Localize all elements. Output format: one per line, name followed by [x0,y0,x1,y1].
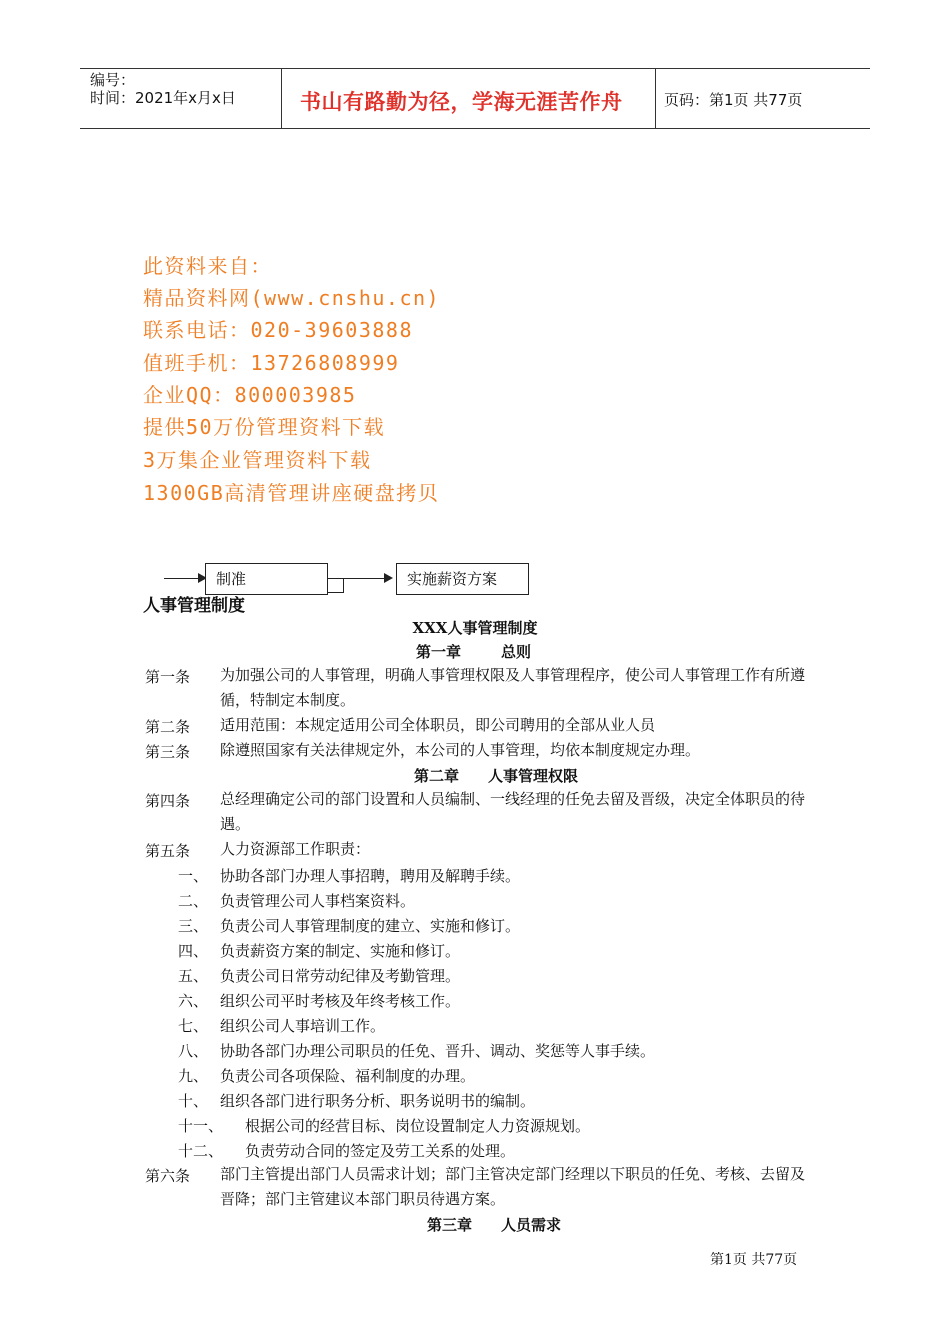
header-time: 时间：2021年x月x日 [90,89,236,107]
chapter-2-name: 人事管理权限 [488,767,579,785]
header-divider-right [655,68,656,129]
article-5-text: 人力资源部工作职责： [220,840,371,858]
promo-line: 此资料来自： [143,254,272,278]
chapter-1-number: 第一章 [416,643,462,661]
duty-number: 六、 [178,992,209,1010]
header-motto: 书山有路勤为径，学海无涯苦作舟 [300,90,623,114]
article-6-label: 第六条 [145,1167,191,1185]
article-2-label: 第二条 [145,718,191,736]
duty-text: 负责公司各项保险、福利制度的办理。 [220,1067,476,1085]
footer-page-number: 第1页 共77页 [710,1252,798,1268]
flow-arrow-out [344,578,386,579]
header-top-rule [80,68,870,69]
duty-text: 组织公司人事培训工作。 [220,1017,386,1035]
flow-arrow-out-head [384,573,393,583]
duty-number: 二、 [178,892,209,910]
duty-number: 十、 [178,1092,209,1110]
duty-text: 协助各部门办理人事招聘，聘用及解聘手续。 [220,867,521,885]
duty-text: 根据公司的经营目标、岗位设置制定人力资源规划。 [245,1117,591,1135]
promo-line: 企业QQ：800003985 [143,383,357,407]
duty-text: 协助各部门办理公司职员的任免、晋升、调动、奖惩等人事手续。 [220,1042,656,1060]
article-1-text: 为加强公司的人事管理，明确人事管理权限及人事管理程序，使公司人事管理工作有所遵循，特制定本制度。 [220,666,806,709]
header-divider-left [281,68,282,129]
article-3-label: 第三条 [145,743,191,761]
chapter-3-number: 第三章 [427,1216,473,1234]
duty-number: 五、 [178,967,209,985]
flow-connector [327,578,344,593]
duty-number: 七、 [178,1017,209,1035]
duty-number: 八、 [178,1042,209,1060]
article-2-text: 适用范围：本规定适用公司全体职员，即公司聘用的全部从业人员 [220,716,656,734]
duty-number: 一、 [178,867,209,885]
promo-line: 1300GB高清管理讲座硬盘拷贝 [143,481,440,505]
duty-number: 三、 [178,917,209,935]
header-number: 编号： [90,71,136,89]
duty-text: 组织公司平时考核及年终考核工作。 [220,992,461,1010]
promo-line: 联系电话：020-39603888 [143,318,413,342]
section-title: 人事管理制度 [143,596,245,616]
chapter-1-name: 总则 [501,643,532,661]
article-3-text: 除遵照国家有关法律规定外，本公司的人事管理，均依本制度规定办理。 [220,741,701,759]
article-6-text: 部门主管提出部门人员需求计划；部门主管决定部门经理以下职员的任免、考核、去留及晋降；部门主管建议本部门职员待遇方案。 [220,1165,806,1208]
article-1-label: 第一条 [145,668,191,686]
duty-text: 组织各部门进行职务分析、职务说明书的编制。 [220,1092,536,1110]
article-5-label: 第五条 [145,842,191,860]
promo-line: 精品资料网(www.cnshu.cn) [143,286,441,310]
article-4-label: 第四条 [145,792,191,810]
duty-number: 四、 [178,942,209,960]
promo-line: 值班手机：13726808999 [143,351,400,375]
duty-number: 十一、 [178,1117,224,1135]
duty-text: 负责劳动合同的签定及劳工关系的处理。 [245,1142,516,1160]
chapter-2-number: 第二章 [414,767,460,785]
header-page-number: 页码：第1页 共77页 [664,91,803,109]
duty-text: 负责公司人事管理制度的建立、实施和修订。 [220,917,521,935]
duty-text: 负责管理公司人事档案资料。 [220,892,416,910]
duty-text: 负责薪资方案的制定、实施和修订。 [220,942,461,960]
flow-arrow-in [164,578,200,579]
promo-line: 提供50万份管理资料下载 [143,415,386,439]
duty-text: 负责公司日常劳动纪律及考勤管理。 [220,967,461,985]
duty-number: 十二、 [178,1142,224,1160]
flow-box-1: 制准 [205,563,328,595]
promo-line: 3万集企业管理资料下载 [143,448,372,472]
header-bottom-rule [80,128,870,129]
flow-box-2: 实施薪资方案 [396,563,529,595]
chapter-3-name: 人员需求 [501,1216,562,1234]
duty-number: 九、 [178,1067,209,1085]
article-4-text: 总经理确定公司的部门设置和人员编制、一线经理的任免去留及晋级，决定全体职员的待遇。 [220,790,806,833]
doc-title: XXX人事管理制度 [412,619,538,637]
